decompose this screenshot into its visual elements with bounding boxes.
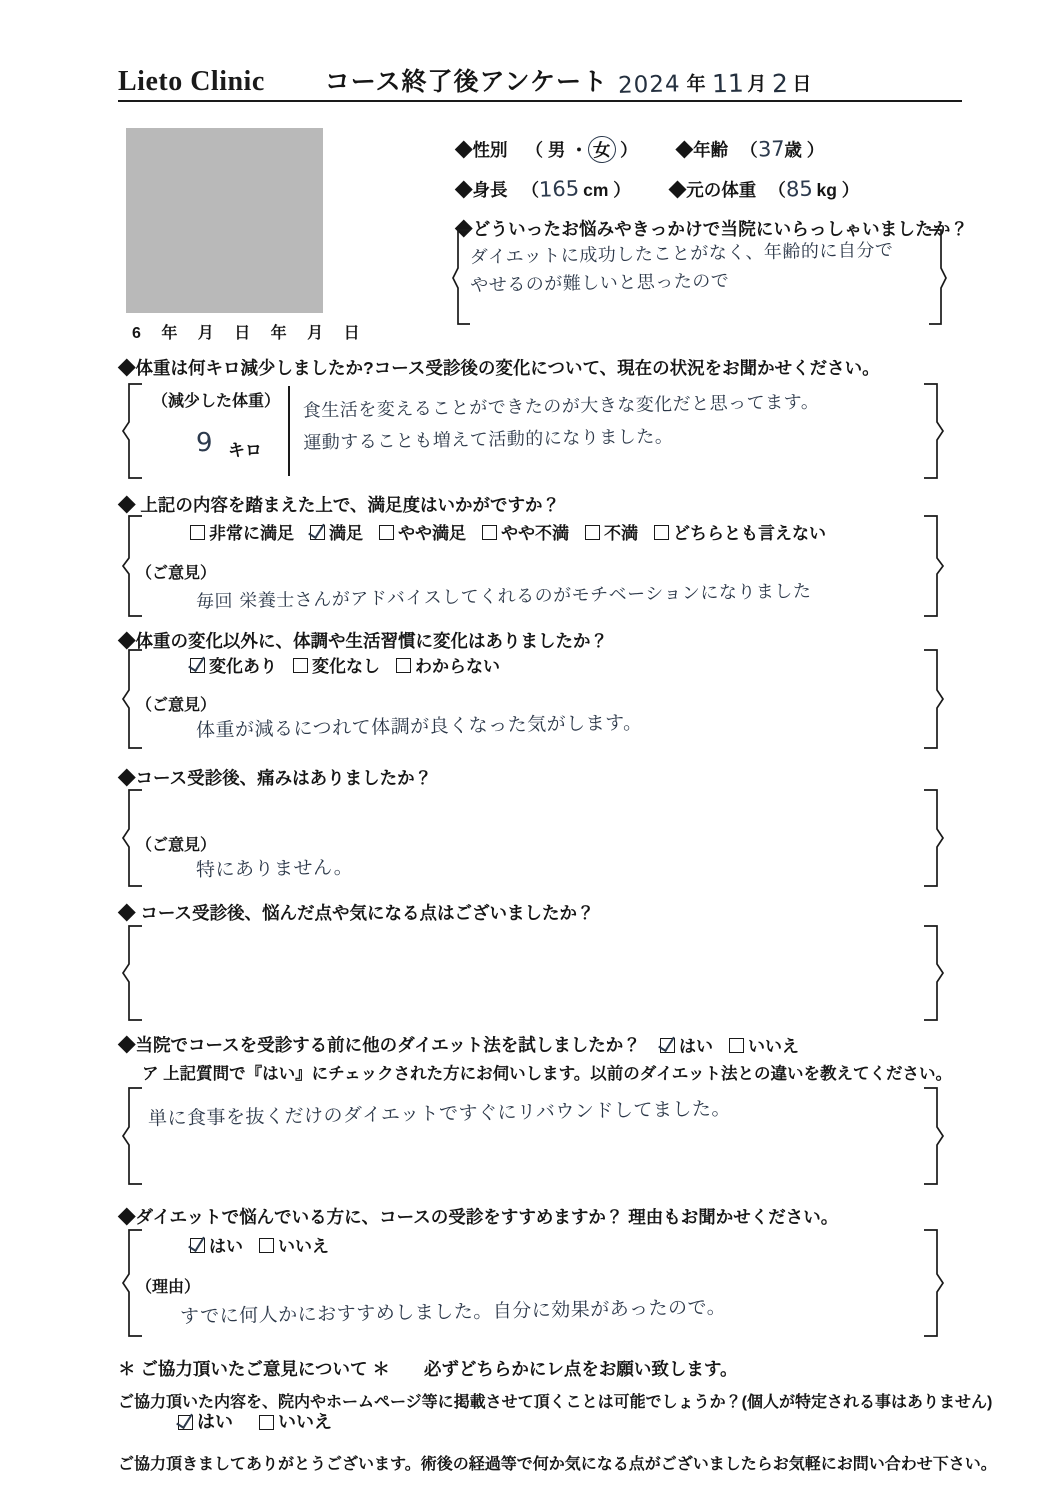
checkbox-icon[interactable] [190, 658, 205, 673]
q2-option-0[interactable] [190, 519, 294, 544]
checkbox-icon[interactable] [585, 525, 600, 540]
q1-loss-unit: キロ [228, 441, 262, 460]
gender-option-female[interactable]: 女 [587, 135, 616, 163]
age-label: ◆年齢 [675, 140, 729, 160]
gender-option-male[interactable]: 男 [547, 140, 566, 160]
q2-option-4[interactable] [585, 519, 638, 544]
date-month-value: 11 [711, 68, 744, 99]
q6-option-0[interactable] [660, 1032, 713, 1057]
q1-answer: 食生活を変えることができたのが大きな変化だと思ってます。 運動することも増えて活動的になりました。 [302, 391, 820, 454]
age-unit: 歳 ） [784, 140, 825, 160]
footer-option-1[interactable] [259, 1408, 332, 1434]
footer-title-row [118, 1356, 962, 1381]
survey-date [618, 69, 817, 98]
q2-option-1[interactable] [310, 519, 363, 544]
footer-title: ＊ ご協力頂いたご意見について ＊ [118, 1359, 390, 1379]
page-header [118, 52, 962, 98]
footer-consent-question: ご協力頂いた内容を、院内やホームページ等に掲載させて頂くことは可能でしょうか？(個人が特定される事はありません) [118, 1394, 993, 1411]
q3-options [190, 652, 500, 677]
original-weight-label: ◆元の体重 [668, 180, 757, 200]
checkbox-icon[interactable] [729, 1038, 744, 1053]
gender-label: ◆性別 [455, 140, 508, 160]
q7-reason-label: （理由） [136, 1279, 201, 1296]
date-day-label: 日 [792, 74, 812, 95]
q2-option-5[interactable] [654, 519, 826, 544]
q7-option-0[interactable] [190, 1232, 243, 1257]
q7-option-0-label: はい [209, 1237, 243, 1256]
q3-option-0[interactable] [190, 652, 277, 677]
q1-loss-value: 9 [195, 427, 213, 459]
header-divider [118, 100, 962, 102]
q2-option-1-label: 満足 [329, 524, 363, 543]
q2-option-2-label: やや満足 [398, 524, 466, 543]
q2-options [190, 519, 826, 544]
q2-option-2[interactable] [379, 519, 466, 544]
checkbox-icon[interactable] [482, 525, 497, 540]
q4-note-label: （ご意見） [136, 837, 217, 854]
footer-closing: ご協力頂きましてありがとうございます。術後の経過等で何か気になる点がございましたらお気軽にお問い合わせ下さい。 [118, 1456, 997, 1473]
checkbox-icon[interactable] [660, 1038, 675, 1053]
height-unit: cm ） [583, 180, 631, 200]
footer-title-note: 必ずどちらかにレ点をお願い致します。 [423, 1359, 738, 1379]
q6-followup: ア 上記質問で『はい』にチェックされた方にお伺いします。以前のダイエット法との違いを教えてください。 [142, 1065, 952, 1083]
checkbox-icon[interactable] [259, 1415, 274, 1430]
q2-answer: 毎回 栄養士さんがアドバイスしてくれるのがモチベーションになりました [195, 580, 812, 613]
q5-question: ◆ コース受診後、悩んだ点や気になる点はございましたか？ [118, 903, 595, 923]
age-value: 37 [757, 136, 785, 162]
q6-options [660, 1032, 799, 1057]
q6-question: ◆当院でコースを受診する前に他のダイエット法を試しましたか？ [118, 1035, 641, 1055]
checkbox-icon[interactable] [379, 525, 394, 540]
age-open-paren: （ [740, 140, 758, 160]
gender-row: ◆性別 （ 男 ・ 女 ） ◆年齢 （ 37 歳 ） [455, 136, 975, 163]
reason-answer: ダイエットに成功したことがなく、年齢的に自分で やせるのが難しいと思ったので [469, 239, 894, 296]
checkbox-icon[interactable] [259, 1238, 274, 1253]
checkbox-icon[interactable] [190, 525, 205, 540]
body-row [455, 177, 975, 202]
checkbox-icon[interactable] [190, 1238, 205, 1253]
q3-note-label: （ご意見） [136, 697, 217, 714]
height-label: ◆身長 [455, 180, 508, 200]
q1-loss-label: （減少した体重） [152, 393, 281, 410]
date-day-value: 2 [772, 68, 789, 99]
patient-photo [126, 128, 323, 313]
q6-answer: 単に食事を抜くだけのダイエットですぐにリバウンドしてました。 [147, 1097, 732, 1130]
q6-option-1[interactable] [729, 1032, 799, 1057]
q3-question: ◆体重の変化以外に、体調や生活習慣に変化はありましたか？ [118, 631, 608, 651]
original-weight-value: 85 [785, 176, 813, 202]
q7-answer: すでに何人かにおすすめしました。自分に効果があったので。 [179, 1296, 727, 1328]
photo-date-line: 6 年 月 日 年 月 日 [132, 325, 368, 342]
footer-options [178, 1408, 332, 1434]
q6-option-0-label: はい [679, 1037, 713, 1056]
q2-option-3[interactable] [482, 519, 569, 544]
clinic-logo: Lieto Clinic [118, 66, 265, 97]
reason-question: ◆どういったお悩みやきっかけで当院にいらっしゃいましたか？ [455, 219, 969, 239]
checkbox-icon[interactable] [654, 525, 669, 540]
date-year-value: 2024 [617, 71, 681, 99]
weight-open-paren: （ [768, 180, 786, 200]
q2-option-4-label: 不満 [604, 524, 638, 543]
q4-question: ◆コース受診後、痛みはありましたか？ [118, 768, 433, 788]
weight-unit: kg ） [816, 180, 860, 200]
q2-option-3-label: やや不満 [501, 524, 569, 543]
q3-option-1[interactable] [293, 652, 380, 677]
height-value: 165 [538, 176, 580, 202]
q4-answer: 特にありません。 [195, 856, 354, 882]
footer-option-0[interactable] [178, 1408, 233, 1434]
bracket-q5 [122, 924, 944, 1022]
q7-question: ◆ダイエットで悩んでいる方に、コースの受診をすすめますか？ 理由もお聞かせください。 [118, 1207, 839, 1227]
date-month-label: 月 [747, 74, 767, 95]
checkbox-icon[interactable] [310, 525, 325, 540]
date-year-label: 年 [686, 74, 706, 95]
q1-divider [288, 386, 290, 476]
height-open-paren: （ [521, 180, 539, 200]
q3-option-0-label: 変化あり [209, 657, 277, 676]
q1-question: ◆体重は何キロ減少しましたか?コース受診後の変化について、現在の状況をお聞かせください。 [118, 358, 880, 378]
profile-block [455, 136, 975, 241]
page-title: コース終了後アンケート [324, 68, 609, 96]
q3-answer: 体重が減るにつれて体調が良くなった気がします。 [195, 711, 643, 742]
q6-option-1-label: いいえ [748, 1037, 799, 1056]
q2-question: ◆ 上記の内容を踏まえた上で、満足度はいかがですか？ [118, 495, 561, 515]
q7-option-1-label: いいえ [278, 1237, 329, 1256]
footer-block [118, 1356, 993, 1412]
q3-option-2-label: わからない [415, 657, 500, 676]
q2-option-5-label: どちらとも言えない [673, 524, 826, 543]
q7-options [190, 1232, 329, 1257]
q3-option-1-label: 変化なし [312, 657, 380, 676]
footer-option-0-label: はい [197, 1412, 233, 1432]
q7-option-1[interactable] [259, 1232, 329, 1257]
checkbox-icon[interactable] [293, 658, 308, 673]
checkbox-icon[interactable] [396, 658, 411, 673]
checkbox-icon[interactable] [178, 1415, 193, 1430]
footer-option-1-label: いいえ [278, 1412, 332, 1432]
q2-note-label: （ご意見） [136, 565, 217, 582]
q2-option-0-label: 非常に満足 [209, 524, 294, 543]
q3-option-2[interactable] [396, 652, 500, 677]
